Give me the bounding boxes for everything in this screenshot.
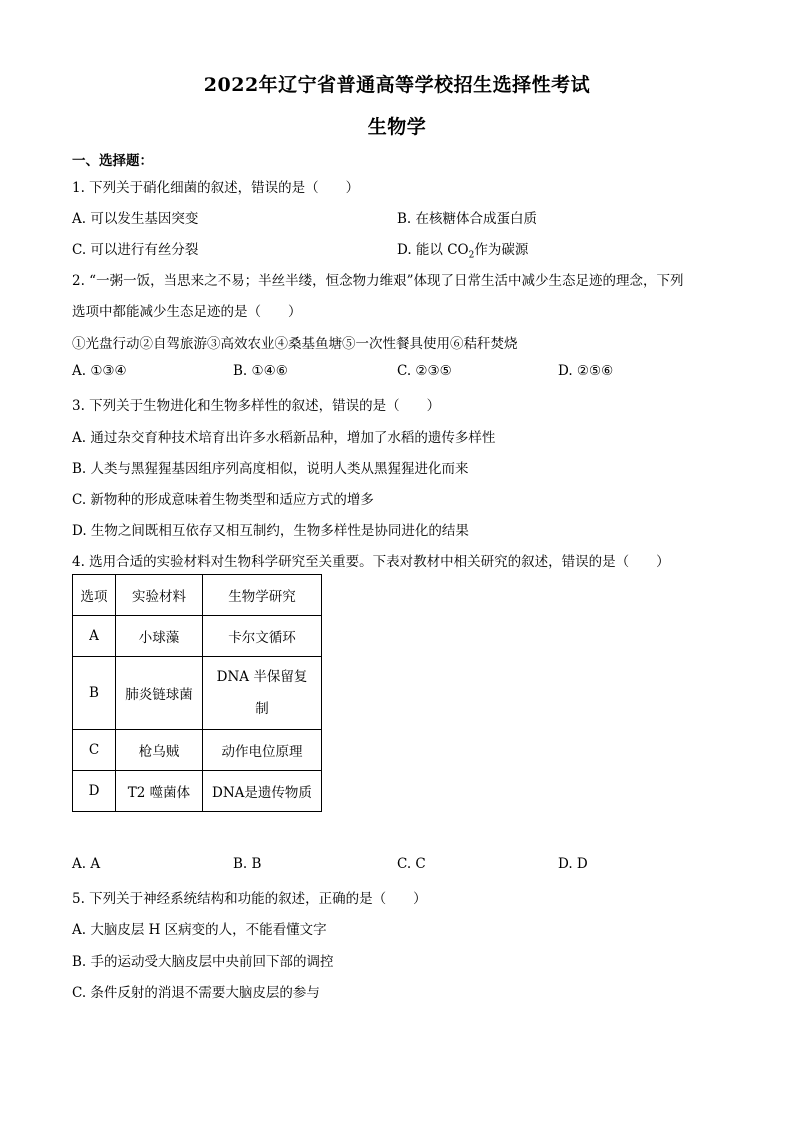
q1-option-a: A. 可以发生基因突变 [72, 211, 199, 227]
table-cell: 枪乌贼 [116, 730, 203, 771]
table-cell-line2: 制 [255, 701, 269, 717]
q2-option-b: B. ①④⑥ [233, 363, 288, 379]
q1-option-d-post: 作为碳源 [474, 242, 529, 258]
q2-option-d: D. ②⑤⑥ [558, 363, 614, 379]
table-cell: 动作电位原理 [203, 730, 322, 771]
exam-subject: 生物学 [367, 116, 427, 138]
q2-option-a: A. ①③④ [72, 363, 127, 379]
q3-option-d: D. 生物之间既相互依存又相互制约，生物多样性是协同进化的结果 [72, 523, 469, 539]
table-cell: B [73, 657, 116, 730]
table-cell: T2 噬菌体 [116, 771, 203, 812]
table-cell-line1: DNA 半保留复 [216, 669, 308, 685]
q2-stem-line1: 2. “一粥一饭，当思来之不易；半丝半缕，恒念物力维艰”体现了日常生活中减少生态足迹的理念，下列 [72, 273, 684, 289]
q3-option-b: B. 人类与黑猩猩基因组序列高度相似，说明人类从黑猩猩进化而来 [72, 461, 469, 477]
table-cell: 小球藻 [116, 616, 203, 657]
q4-option-b: B. B [233, 856, 262, 872]
table-header-cell: 选项 [73, 575, 116, 616]
q1-option-b: B. 在核糖体合成蛋白质 [397, 211, 538, 227]
table-header-row [73, 575, 322, 616]
table-cell: A [73, 616, 116, 657]
q5-option-b: B. 手的运动受大脑皮层中央前回下部的调控 [72, 954, 334, 970]
q1-option-d [397, 238, 528, 261]
table-row [73, 771, 322, 812]
q1-option-d-pre: D. 能以 CO [397, 242, 469, 258]
q4-option-d: D. D [558, 856, 588, 872]
table-cell: C [73, 730, 116, 771]
table-cell: 肺炎链球菌 [116, 657, 203, 730]
q5-option-c: C. 条件反射的消退不需要大脑皮层的参与 [72, 985, 320, 1001]
q2-stem-line2: 选项中都能减少生态足迹的是（ ） [72, 304, 302, 320]
table-row [73, 730, 322, 771]
q1-stem: 1. 下列关于硝化细菌的叙述，错误的是（ ） [72, 180, 360, 196]
table-cell: DNA是遗传物质 [203, 771, 322, 812]
q3-option-a: A. 通过杂交育种技术培育出许多水稻新品种，增加了水稻的遗传多样性 [72, 430, 496, 446]
table-row [73, 657, 322, 730]
table-row [73, 616, 322, 657]
section-heading: 一、选择题： [72, 153, 153, 169]
table-cell: D [73, 771, 116, 812]
q1-option-d-sub: 2 [468, 250, 475, 261]
q2-option-c: C. ②③⑤ [397, 363, 452, 379]
table-header-cell: 生物学研究 [203, 575, 322, 616]
q5-option-a: A. 大脑皮层 H 区病变的人，不能看懂文字 [72, 922, 327, 938]
q3-stem: 3. 下列关于生物进化和生物多样性的叙述，错误的是（ ） [72, 398, 441, 414]
table-cell: 卡尔文循环 [203, 616, 322, 657]
q4-option-a: A. A [72, 856, 101, 872]
exam-title: 2022年辽宁省普通高等学校招生选择性考试 [203, 74, 591, 96]
q2-items: ①光盘行动②自驾旅游③高效农业④桑基鱼塘⑤一次性餐具使用⑥秸秆焚烧 [72, 336, 518, 352]
q5-stem: 5. 下列关于神经系统结构和功能的叙述，正确的是（ ） [72, 891, 427, 907]
q4-table [72, 574, 322, 812]
q1-option-c: C. 可以进行有丝分裂 [72, 242, 199, 258]
q4-option-c: C. C [397, 856, 426, 872]
table-header-cell: 实验材料 [116, 575, 203, 616]
q3-option-c: C. 新物种的形成意味着生物类型和适应方式的增多 [72, 492, 374, 508]
q4-stem: 4. 选用合适的实验材料对生物科学研究至关重要。下表对教材中相关研究的叙述，错误的是（ ） [72, 554, 670, 570]
table-cell [203, 657, 322, 730]
